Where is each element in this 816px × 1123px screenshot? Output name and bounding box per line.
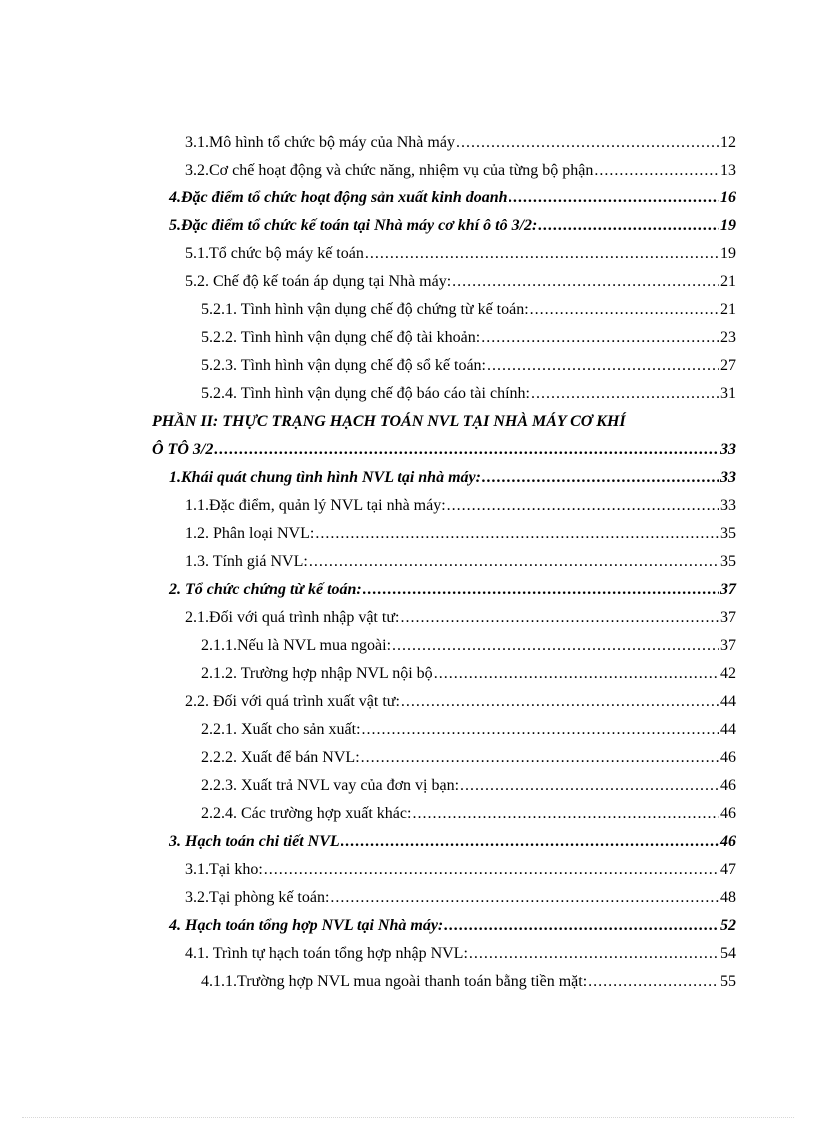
toc-heading-2 <box>169 580 736 600</box>
dot-leader <box>434 664 719 684</box>
toc-entry-5-2 <box>185 272 736 292</box>
toc-page-number: 37 <box>720 609 736 626</box>
dot-leader <box>487 356 719 376</box>
dot-leader <box>392 636 719 656</box>
toc-part-heading-continuation <box>152 440 736 460</box>
toc-heading-4-hach-toan <box>169 916 736 936</box>
dot-leader <box>214 440 719 460</box>
toc-entry-title: 2.1.Đối với quá trình nhập vật tư: <box>185 609 400 626</box>
toc-heading-3 <box>169 832 736 852</box>
toc-entry-title: 5.2.2. Tình hình vận dụng chế độ tài khoản: <box>201 329 481 346</box>
toc-page-number: 37 <box>720 581 736 598</box>
toc-page-number: 19 <box>720 245 736 262</box>
toc-page-number: 44 <box>720 693 736 710</box>
toc-entry-title: 3.2.Cơ chế hoạt động và chức năng, nhiệm vụ của từng bộ phận <box>185 162 594 179</box>
toc-page-number: 47 <box>720 861 736 878</box>
toc-entry-title: 5.Đặc điểm tổ chức kế toán tại Nhà máy cơ khí ô tô 3/2: <box>169 217 538 234</box>
toc-entry-title: 5.2.3. Tình hình vận dụng chế độ sổ kế toán: <box>201 357 486 374</box>
dot-leader <box>509 188 719 208</box>
toc-page-number: 19 <box>720 217 736 234</box>
toc-page-number: 33 <box>720 497 736 514</box>
toc-part-heading: PHẦN II: THỰC TRẠNG HẠCH TOÁN NVL TẠI NHÀ MÁY CƠ KHÍ <box>152 413 626 430</box>
toc-page-number: 35 <box>720 525 736 542</box>
dot-leader <box>365 244 719 264</box>
dot-leader <box>456 133 719 153</box>
dot-leader <box>594 161 719 181</box>
toc-entry-title: 4.Đặc điểm tổ chức hoạt động sản xuất kinh doanh <box>169 189 508 206</box>
dot-leader <box>362 720 719 740</box>
toc-entry-1-2 <box>185 524 736 544</box>
toc-entry-2-2-4 <box>201 804 736 824</box>
toc-entry-title: 5.2. Chế độ kế toán áp dụng tại Nhà máy: <box>185 273 452 290</box>
toc-entry-5-2-4 <box>201 384 736 404</box>
toc-page-number: 23 <box>720 329 736 346</box>
toc-page-number: 35 <box>720 553 736 570</box>
dot-leader <box>481 328 719 348</box>
toc-page-number: 46 <box>720 749 736 766</box>
toc-entry-title: 1.1.Đặc điểm, quản lý NVL tại nhà máy: <box>185 497 446 514</box>
toc-entry-title: 2.2.3. Xuất trả NVL vay của đơn vị bạn: <box>201 777 460 794</box>
toc-entry-title: 5.2.1. Tình hình vận dụng chế độ chứng từ kế toán: <box>201 301 529 318</box>
toc-entry-title: 2.2.2. Xuất để bán NVL: <box>201 749 360 766</box>
dot-leader <box>588 972 719 992</box>
toc-entry-title: 1.2. Phân loại NVL: <box>185 525 315 542</box>
toc-entry-2-1-2 <box>201 664 736 684</box>
dot-leader <box>482 468 719 488</box>
toc-page-number: 55 <box>720 973 736 990</box>
toc-page-number: 48 <box>720 889 736 906</box>
toc-entry-title: Ô TÔ 3/2 <box>152 441 214 458</box>
dot-leader <box>315 524 719 544</box>
toc-page-number: 46 <box>720 805 736 822</box>
toc-entry-4-1 <box>185 944 736 964</box>
toc-page-number: 21 <box>720 273 736 290</box>
toc-page-number: 33 <box>720 469 736 486</box>
toc-entry-title: 4.1.1.Trường hợp NVL mua ngoài thanh toán bằng tiền mặt: <box>201 973 588 990</box>
toc-entry-2-1 <box>185 608 736 628</box>
toc-page-number: 13 <box>720 162 736 179</box>
dot-leader <box>363 580 719 600</box>
dot-leader <box>341 832 719 852</box>
dot-leader <box>531 384 719 404</box>
toc-entry-title: 2.2.4. Các trường hợp xuất khác: <box>201 805 412 822</box>
dot-leader <box>401 692 719 712</box>
dot-leader <box>412 804 719 824</box>
toc-page-number: 21 <box>720 301 736 318</box>
toc-page-number: 44 <box>720 721 736 738</box>
toc-heading-5 <box>169 216 736 236</box>
toc-heading-4 <box>169 188 736 208</box>
toc-page-number: 42 <box>720 665 736 682</box>
toc-entry-title: 4. Hạch toán tổng hợp NVL tại Nhà máy: <box>169 917 444 934</box>
toc-entry-3-2 <box>185 161 736 181</box>
toc-entry-2-1-1 <box>201 636 736 656</box>
toc-entry-title: 3. Hạch toán chi tiết NVL <box>169 833 340 850</box>
dot-leader <box>444 916 719 936</box>
dot-leader <box>447 496 719 516</box>
toc-entry-5-2-2 <box>201 328 736 348</box>
dot-leader <box>469 944 719 964</box>
dot-leader <box>460 776 719 796</box>
toc-entry-title: 2.2. Đối với quá trình xuất vật tư: <box>185 693 400 710</box>
toc-page-number: 52 <box>720 917 736 934</box>
dot-leader <box>330 888 719 908</box>
toc-page-number: 27 <box>720 357 736 374</box>
toc-entry-2-2-3 <box>201 776 736 796</box>
toc-entry-title: 1.Khái quát chung tình hình NVL tại nhà máy: <box>169 469 481 486</box>
dot-leader <box>264 860 719 880</box>
toc-entry-2-2 <box>185 692 736 712</box>
toc-heading-1 <box>169 468 736 488</box>
dot-leader <box>400 608 719 628</box>
toc-entry-4-1-1 <box>201 972 736 992</box>
toc-entry-title: 2.1.2. Trường hợp nhập NVL nội bộ <box>201 665 433 682</box>
toc-entry-title: 2.2.1. Xuất cho sản xuất: <box>201 721 361 738</box>
toc-entry-2-2-1 <box>201 720 736 740</box>
toc-entry-1-1 <box>185 496 736 516</box>
toc-page-number: 54 <box>720 945 736 962</box>
toc-page-number: 12 <box>720 134 736 151</box>
toc-entry-title: 5.1.Tổ chức bộ máy kế toán <box>185 245 364 262</box>
toc-entry-3-1-kho <box>185 860 736 880</box>
toc-entry-title: 4.1. Trình tự hạch toán tổng hợp nhập NVL: <box>185 945 468 962</box>
dot-leader <box>309 552 719 572</box>
dot-leader <box>530 300 719 320</box>
toc-page-number: 46 <box>720 777 736 794</box>
toc-entry-title: 1.3. Tính giá NVL: <box>185 553 308 570</box>
toc-page-number: 46 <box>720 833 736 850</box>
toc-entry-5-2-1 <box>201 300 736 320</box>
dot-leader <box>452 272 719 292</box>
toc-entry-5-2-3 <box>201 356 736 376</box>
toc-entry-2-2-2 <box>201 748 736 768</box>
toc-entry-5-1 <box>185 244 736 264</box>
toc-page-number: 31 <box>720 385 736 402</box>
toc-entry-title: 5.2.4. Tình hình vận dụng chế độ báo cáo tài chính: <box>201 385 530 402</box>
dot-leader <box>538 216 719 236</box>
toc-page-number: 16 <box>720 189 736 206</box>
toc-entry-title: 2.1.1.Nếu là NVL mua ngoài: <box>201 637 392 654</box>
toc-entry-3-1 <box>185 133 736 153</box>
toc-entry-1-3 <box>185 552 736 572</box>
toc-entry-title: 3.2.Tại phòng kế toán: <box>185 889 330 906</box>
toc-entry-title: 3.1.Mô hình tổ chức bộ máy của Nhà máy <box>185 134 455 151</box>
page-bottom-rule <box>22 1117 794 1118</box>
toc-entry-title: 3.1.Tại kho: <box>185 861 263 878</box>
toc-entry-title: 2. Tổ chức chứng từ kế toán: <box>169 581 362 598</box>
toc-entry-3-2-phong <box>185 888 736 908</box>
toc-page-number: 33 <box>720 441 736 458</box>
dot-leader <box>361 748 719 768</box>
toc-page-number: 37 <box>720 637 736 654</box>
